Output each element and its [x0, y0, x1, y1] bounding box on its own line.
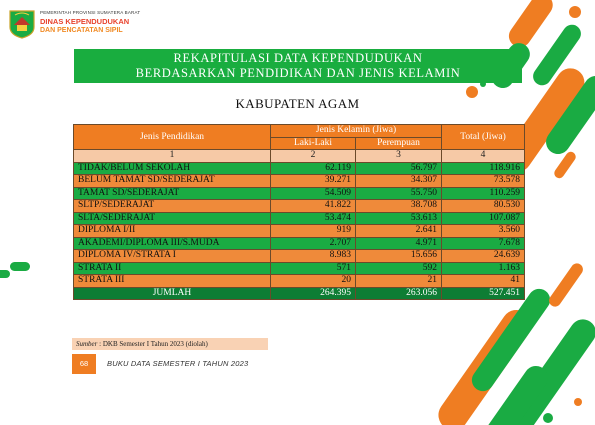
row-female: 4.971: [356, 237, 442, 250]
row-total: 7.678: [442, 237, 525, 250]
region-heading: KABUPATEN AGAM: [235, 96, 360, 111]
header-total: Total (Jiwa): [442, 125, 525, 150]
row-female: 21: [356, 275, 442, 288]
row-category: DIPLOMA IV/STRATA I: [74, 250, 271, 263]
header-gender-group: Jenis Kelamin (Jiwa): [271, 125, 442, 138]
row-female: 56.797: [356, 162, 442, 175]
column-number: 3: [356, 150, 442, 163]
row-category: STRATA III: [74, 275, 271, 288]
agency-name: DINAS KEPENDUDUKAN: [40, 17, 130, 26]
row-total: 80.530: [442, 200, 525, 213]
row-total: 107.087: [442, 212, 525, 225]
row-male: 41.822: [271, 200, 356, 213]
table-row: [74, 250, 525, 263]
column-number: 4: [442, 150, 525, 163]
header-category: Jenis Pendidikan: [74, 125, 271, 150]
row-male: 20: [271, 275, 356, 288]
table-row: [74, 175, 525, 188]
row-female: 2.641: [356, 225, 442, 238]
row-female: 38.708: [356, 200, 442, 213]
row-category: TAMAT SD/SEDERAJAT: [74, 187, 271, 200]
row-female: 592: [356, 262, 442, 275]
table-row: [74, 262, 525, 275]
total-male: 264.395: [271, 287, 356, 300]
title-line-1: REKAPITULASI DATA KEPENDUDUKAN: [173, 51, 423, 65]
row-male: 571: [271, 262, 356, 275]
row-male: 8.983: [271, 250, 356, 263]
row-category: STRATA II: [74, 262, 271, 275]
table-row: [74, 162, 525, 175]
table-row: [74, 200, 525, 213]
row-total: 1.163: [442, 262, 525, 275]
education-gender-table: [73, 124, 525, 300]
row-category: SLTA/SEDERAJAT: [74, 212, 271, 225]
column-number: 1: [74, 150, 271, 163]
table-row: [74, 275, 525, 288]
source-note: [72, 338, 268, 350]
table-row: [74, 237, 525, 250]
row-category: BELUM TAMAT SD/SEDERAJAT: [74, 175, 271, 188]
row-total: 24.639: [442, 250, 525, 263]
agency-subname: DAN PENCATATAN SIPIL: [40, 27, 123, 34]
row-female: 34.307: [356, 175, 442, 188]
row-male: 919: [271, 225, 356, 238]
total-total: 527.451: [442, 287, 525, 300]
column-number-row: [74, 150, 525, 163]
total-female: 263.056: [356, 287, 442, 300]
title-line-2: BERDASARKAN PENDIDIKAN DAN JENIS KELAMIN: [135, 66, 461, 80]
row-female: 53.613: [356, 212, 442, 225]
table-row: [74, 187, 525, 200]
row-female: 15.656: [356, 250, 442, 263]
row-total: 110.259: [442, 187, 525, 200]
row-category: AKADEMI/DIPLOMA III/S.MUDA: [74, 237, 271, 250]
title-banner: [74, 49, 522, 83]
row-total: 73.578: [442, 175, 525, 188]
column-number: 2: [271, 150, 356, 163]
row-male: 62.119: [271, 162, 356, 175]
row-category: SLTP/SEDERAJAT: [74, 200, 271, 213]
agency-logo: [8, 9, 36, 39]
header-female: Perempuan: [356, 137, 442, 150]
total-row: [74, 287, 525, 300]
row-male: 54.509: [271, 187, 356, 200]
row-male: 39.271: [271, 175, 356, 188]
row-category: TIDAK/BELUM SEKOLAH: [74, 162, 271, 175]
row-male: 2.707: [271, 237, 356, 250]
row-total: 41: [442, 275, 525, 288]
page-number: 68: [72, 354, 96, 374]
source-label: Sumber: [76, 340, 98, 348]
row-total: 3.560: [442, 225, 525, 238]
row-male: 53.474: [271, 212, 356, 225]
province-line: PEMERINTAH PROVINSI SUMATERA BARAT: [40, 10, 141, 15]
header-male: Laki-Laki: [271, 137, 356, 150]
row-total: 118.916: [442, 162, 525, 175]
table-row: [74, 212, 525, 225]
row-female: 55.750: [356, 187, 442, 200]
book-title: BUKU DATA SEMESTER I TAHUN 2023: [107, 359, 249, 368]
table-row: [74, 225, 525, 238]
row-category: DIPLOMA I/II: [74, 225, 271, 238]
total-label: JUMLAH: [74, 287, 271, 300]
source-text: : DKB Semester I Tahun 2023 (diolah): [99, 340, 208, 348]
